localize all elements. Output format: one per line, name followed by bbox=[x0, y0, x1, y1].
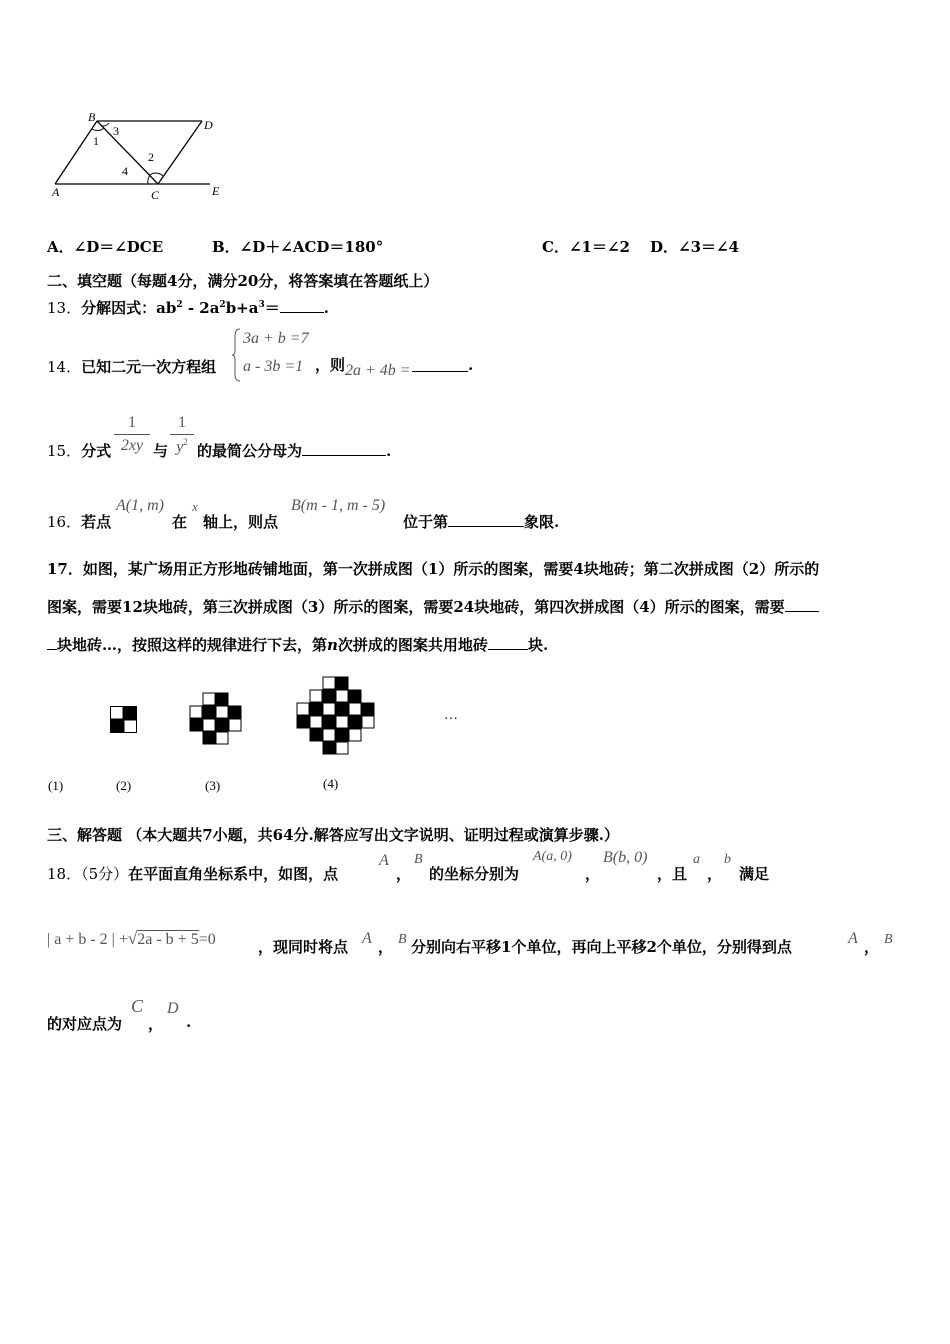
q18-B-3: B bbox=[884, 932, 893, 947]
q16-prefix: 16．若点 bbox=[47, 513, 112, 531]
tile bbox=[190, 706, 202, 718]
tile bbox=[297, 716, 309, 728]
tile bbox=[323, 703, 335, 715]
q18-D: D bbox=[167, 1000, 179, 1017]
tile bbox=[216, 719, 228, 731]
q16-point-a: A(1, m) bbox=[116, 497, 164, 514]
q18-t3: ，且 bbox=[657, 865, 688, 883]
tile bbox=[323, 729, 335, 741]
q15-text3: 的最简公分母为 . bbox=[197, 442, 392, 460]
tile bbox=[124, 720, 137, 733]
q18-A: A bbox=[379, 852, 389, 869]
caption-1: (1) bbox=[48, 778, 64, 793]
section-3-heading: 三、解答题 （本大题共7小题，共64分.解答应写出文字说明、证明过程或演算步骤.） bbox=[47, 826, 619, 844]
parallelogram-figure bbox=[40, 105, 240, 205]
q15-fraction-1: 1 2xy bbox=[114, 414, 150, 455]
option-b: B．∠D＋∠ACD＝180° bbox=[212, 238, 384, 256]
q17-line2: 图案，需要12块地砖，第三次拼成图（3）所示的图案，需要24块地砖，第四次拼成图（4）所示的图案，需要 bbox=[47, 596, 819, 617]
q17-line3: 块地砖…，按照这样的规律进行下去，第n次拼成的图案共用地砖 块. bbox=[47, 634, 548, 655]
tile bbox=[336, 677, 348, 689]
q16-t3: 轴上，则点 bbox=[203, 513, 279, 531]
q18-comma-3: ， bbox=[707, 865, 723, 883]
patterns-ellipsis: … bbox=[444, 708, 458, 723]
q14-eq1: 3a + b =7 bbox=[243, 330, 309, 347]
q18-t5: ，现同时将点 bbox=[258, 938, 349, 956]
q16-x: x bbox=[192, 499, 198, 514]
tile bbox=[323, 716, 335, 728]
q18-A-3: A bbox=[848, 930, 858, 947]
tile bbox=[362, 716, 374, 728]
tile bbox=[349, 703, 361, 715]
q18-C: C bbox=[131, 996, 144, 1016]
tile bbox=[310, 703, 322, 715]
question-13: 13．分解因式：$ab^2 - 2a^2b+a^3=$ . bbox=[47, 299, 329, 317]
q16-tail: 位于第 象限. bbox=[403, 513, 560, 531]
q17-answer-blank-1 bbox=[785, 610, 819, 612]
q18-b: b bbox=[724, 852, 731, 867]
tile bbox=[229, 719, 241, 731]
q18-comma-5: ， bbox=[864, 938, 880, 956]
q15-fraction-2: 1 $y^2$ bbox=[170, 414, 194, 456]
tile bbox=[310, 716, 322, 728]
q15-prefix: 15．分式 bbox=[47, 442, 112, 460]
q17-line1: 17．如图，某广场用正方形地砖铺地面，第一次拼成图（1）所示的图案，需要4块地砖；第二次拼成图（2）所示的 bbox=[47, 560, 820, 578]
q18-A-2: A bbox=[362, 930, 372, 947]
q14-brace bbox=[232, 328, 242, 382]
tile-patterns-figure bbox=[40, 660, 458, 800]
tile bbox=[362, 703, 374, 715]
angle-2: 2 bbox=[148, 150, 154, 164]
tile bbox=[323, 677, 335, 689]
option-a: A．∠D＝∠DCE bbox=[47, 238, 164, 256]
q13-answer-blank bbox=[280, 311, 324, 313]
tile bbox=[310, 729, 322, 741]
q18-end: . bbox=[186, 1013, 192, 1031]
q13-text: 分解因式： bbox=[81, 299, 157, 317]
q15-answer-blank bbox=[302, 454, 386, 456]
label-D: D bbox=[204, 118, 213, 132]
tile bbox=[216, 732, 228, 744]
q18-comma-1: ， bbox=[396, 865, 412, 883]
tile bbox=[203, 732, 215, 744]
tile bbox=[111, 707, 124, 720]
q18-B: B bbox=[414, 852, 423, 867]
caption-3: (3) bbox=[205, 778, 221, 793]
q14-mid: ，则 bbox=[315, 356, 346, 374]
label-B: B bbox=[88, 110, 96, 124]
angle-3: 3 bbox=[113, 124, 119, 138]
tile bbox=[124, 707, 137, 720]
tile bbox=[323, 742, 335, 754]
q14-end: . bbox=[468, 356, 474, 374]
q18-equation: | a + b - 2 | +√2a - b + 5=0 bbox=[47, 929, 216, 948]
q15-text2: 与 bbox=[153, 442, 169, 460]
q18-line1-prefix: 18．（5分）在平面直角坐标系中，如图，点 bbox=[47, 865, 339, 883]
q17-answer-blank-2 bbox=[488, 648, 528, 650]
tile bbox=[190, 719, 202, 731]
tile bbox=[349, 690, 361, 702]
q18-point-a: A(a, 0) bbox=[533, 849, 572, 864]
tile bbox=[203, 693, 215, 705]
label-E: E bbox=[212, 184, 220, 198]
caption-2: (2) bbox=[116, 778, 132, 793]
tile bbox=[111, 720, 124, 733]
tile bbox=[336, 716, 348, 728]
tile bbox=[216, 693, 228, 705]
tile bbox=[336, 729, 348, 741]
q18-t4: 满足 bbox=[739, 865, 770, 883]
tile bbox=[323, 690, 335, 702]
tile bbox=[203, 706, 215, 718]
tile bbox=[297, 703, 309, 715]
option-d: D．∠3＝∠4 bbox=[650, 238, 740, 256]
caption-4: (4) bbox=[323, 776, 339, 791]
q18-comma-4: ， bbox=[378, 938, 394, 956]
q18-B-2: B bbox=[398, 932, 407, 947]
tile bbox=[229, 706, 241, 718]
tile bbox=[203, 719, 215, 731]
tile bbox=[216, 706, 228, 718]
q18-t7: 的对应点为 bbox=[47, 1015, 123, 1033]
label-C: C bbox=[151, 188, 160, 202]
q14-expr: 2a + 4b = bbox=[345, 362, 411, 379]
q18-t6: 分别向右平移1个单位，再向上平移2个单位，分别得到点 bbox=[411, 938, 792, 956]
angle-1: 1 bbox=[93, 134, 99, 148]
angle-4: 4 bbox=[122, 164, 128, 178]
label-A: A bbox=[52, 185, 60, 199]
q16-answer-blank bbox=[448, 525, 524, 527]
q13-num: 13． bbox=[47, 299, 82, 317]
q14-eq2: a - 3b =1 bbox=[243, 358, 304, 375]
q14-answer-blank bbox=[412, 370, 468, 372]
q16-t2: 在 bbox=[172, 513, 188, 531]
tile bbox=[349, 716, 361, 728]
q18-point-b: B(b, 0) bbox=[603, 849, 648, 866]
section-2-heading: 二、填空题（每题4分，满分20分，将答案填在答题纸上） bbox=[47, 272, 439, 290]
q18-comma-2: ， bbox=[585, 865, 601, 883]
q16-point-b: B(m - 1, m - 5) bbox=[291, 497, 386, 514]
tile bbox=[310, 690, 322, 702]
tile bbox=[336, 742, 348, 754]
tile bbox=[336, 690, 348, 702]
q18-t2: 的坐标分别为 bbox=[429, 865, 520, 883]
tile bbox=[349, 729, 361, 741]
q14-prefix: 14．已知二元一次方程组 bbox=[47, 358, 217, 376]
q18-a: a bbox=[693, 852, 700, 867]
option-c: C．∠1＝∠2 bbox=[542, 238, 630, 256]
tile bbox=[336, 703, 348, 715]
q18-comma-6: ， bbox=[148, 1015, 164, 1033]
